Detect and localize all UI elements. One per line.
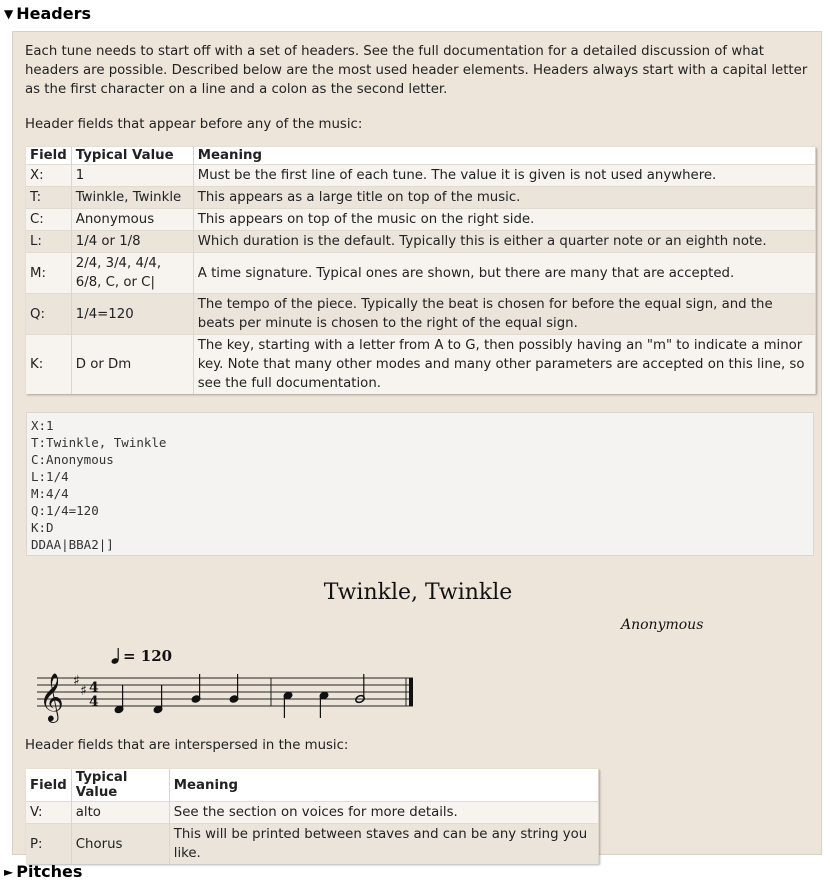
value-cell: 1	[71, 165, 193, 187]
table-row	[26, 802, 599, 824]
column-header: Meaning	[169, 769, 598, 802]
section-title: Pitches	[16, 862, 83, 881]
value-cell: Twinkle, Twinkle	[71, 187, 193, 209]
value-cell: 1/4 or 1/8	[71, 231, 193, 253]
field-cell: T:	[26, 187, 71, 209]
code-line: L:1/4	[31, 469, 69, 484]
table-header-row	[26, 769, 599, 802]
intro-paragraph: Each tune needs to start off with a set of headers. See the full documentation for a detailed discussion of what headers are possible. Described below are the most used header elements. Headers always start with a capital letter as the first character on a line and a colon as the second letter.	[25, 44, 808, 97]
table-row	[26, 209, 816, 231]
sharp-icon: ♯	[80, 683, 87, 699]
table-row	[26, 165, 816, 187]
column-header: Typical Value	[71, 769, 169, 802]
treble-clef-icon: 𝄞	[39, 672, 64, 721]
interspersed-fields-table	[26, 769, 599, 864]
before-label: Header fields that appear before any of the music:	[25, 117, 363, 132]
header-fields-table	[26, 147, 816, 394]
value-cell: Chorus	[71, 824, 169, 865]
table-row	[26, 253, 816, 294]
music-staff	[33, 662, 433, 724]
abc-code-block	[26, 412, 814, 556]
table-row	[26, 187, 816, 209]
value-cell: Anonymous	[71, 209, 193, 231]
table-row	[26, 335, 816, 395]
field-cell: V:	[26, 802, 71, 824]
table-row	[26, 824, 599, 865]
tempo-marking: = 120	[111, 647, 172, 665]
table-header-row	[26, 147, 816, 165]
time-signature-top: 4	[89, 680, 99, 696]
value-cell: 1/4=120	[71, 294, 193, 335]
code-line: Q:1/4=120	[31, 503, 99, 518]
tune-title: Twinkle, Twinkle	[323, 580, 513, 605]
headers-panel	[12, 31, 822, 861]
code-line: C:Anonymous	[31, 452, 114, 467]
field-cell: L:	[26, 231, 71, 253]
composer: Anonymous	[621, 617, 704, 633]
section-title: Headers	[16, 4, 91, 23]
column-header: Meaning	[193, 147, 815, 165]
meaning-cell: Which duration is the default. Typically this is either a quarter note or an eighth note.	[193, 231, 815, 253]
column-header: Field	[26, 769, 71, 802]
code-line: DDAA|BBA2|]	[31, 537, 114, 552]
meaning-cell: See the section on voices for more details.	[169, 802, 598, 824]
meaning-cell: The tempo of the piece. Typically the beat is chosen for before the equal sign, and the beats per minute is chosen to the right of the equal sign.	[193, 294, 815, 335]
value-cell: alto	[71, 802, 169, 824]
table-row	[26, 231, 816, 253]
field-cell: X:	[26, 165, 71, 187]
sharp-icon: ♯	[73, 673, 80, 689]
triangle-right-icon: ►	[4, 864, 14, 879]
time-signature-bottom: 4	[89, 694, 99, 710]
meaning-cell: This will be printed between staves and can be any string you like.	[169, 824, 598, 865]
code-line: M:4/4	[31, 486, 69, 501]
value-cell: D or Dm	[71, 335, 193, 395]
field-cell: C:	[26, 209, 71, 231]
meaning-cell: Must be the first line of each tune. The value it is given is not used anywhere.	[193, 165, 815, 187]
field-cell: Q:	[26, 294, 71, 335]
code-line: T:Twinkle, Twinkle	[31, 435, 167, 450]
triangle-down-icon: ▼	[4, 6, 14, 21]
meaning-cell: The key, starting with a letter from A to G, then possibly having an "m" to indicate a minor key. Note that many other modes and many other parameters are accepted on this line, so see the full documentation.	[193, 335, 815, 395]
meaning-cell: This appears on top of the music on the right side.	[193, 209, 815, 231]
column-header: Field	[26, 147, 71, 165]
field-cell: P:	[26, 824, 71, 865]
meaning-cell: This appears as a large title on top of the music.	[193, 187, 815, 209]
value-cell: 2/4, 3/4, 4/4, 6/8, C, or C|	[71, 253, 193, 294]
code-line: K:D	[31, 520, 54, 535]
interspersed-label: Header fields that are interspersed in the music:	[25, 738, 349, 753]
field-cell: K:	[26, 335, 71, 395]
meaning-cell: A time signature. Typical ones are shown, but there are many that are accepted.	[193, 253, 815, 294]
section-toggle-pitches[interactable]	[4, 862, 82, 881]
column-header: Typical Value	[71, 147, 193, 165]
table-row	[26, 294, 816, 335]
code-line: X:1	[31, 418, 54, 433]
field-cell: M:	[26, 253, 71, 294]
section-toggle-headers[interactable]	[4, 4, 91, 23]
